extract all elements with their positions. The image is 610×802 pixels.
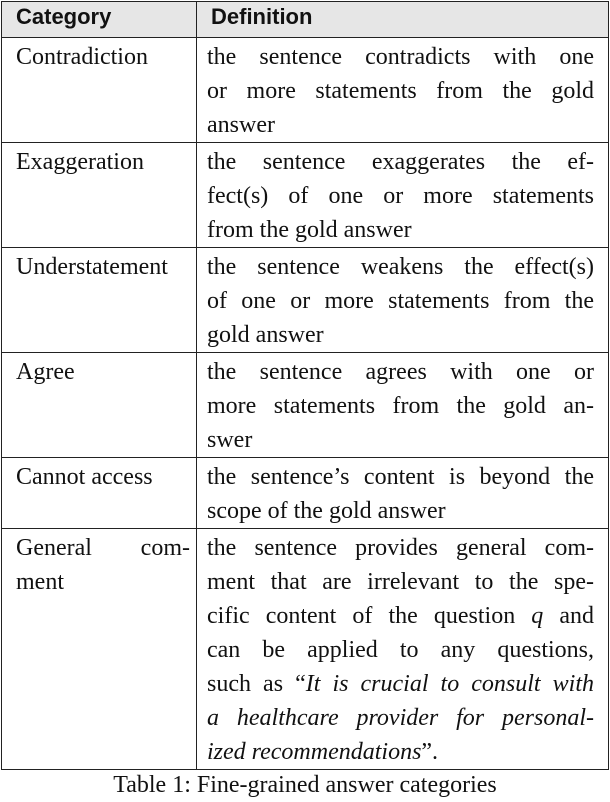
table-row	[2, 248, 609, 353]
category-label: Agree	[16, 359, 75, 385]
table-row	[2, 353, 609, 458]
definition-cell	[197, 38, 609, 143]
definition-cell	[197, 353, 609, 458]
definition-text: such as “	[207, 671, 306, 697]
category-label: Contradiction	[16, 44, 148, 70]
category-label: Exaggeration	[16, 149, 144, 175]
definition-line: ment that are irrelevant to the spe-	[207, 569, 594, 595]
definition-line: answer	[207, 112, 275, 138]
header-category: Category	[2, 2, 197, 38]
definition-line: can be applied to any questions,	[207, 637, 594, 663]
category-label: General com-	[16, 535, 190, 561]
definition-line: the sentence contradicts with one	[207, 44, 594, 70]
category-cell	[2, 248, 197, 353]
definition-line: gold answer	[207, 322, 324, 348]
table-row	[2, 529, 609, 770]
definition-line: fect(s) of one or more statements	[207, 183, 594, 209]
table-row	[2, 143, 609, 248]
definition-line: the sentence agrees with one or	[207, 359, 594, 385]
definition-line: the sentence weakens the effect(s)	[207, 254, 594, 280]
definition-text: ”.	[421, 739, 439, 765]
categories-table	[1, 1, 609, 770]
definition-text: and	[543, 603, 595, 629]
table-caption: Table 1: Fine-grained answer categories	[113, 772, 497, 798]
table-row	[2, 38, 609, 143]
category-label: Cannot access	[16, 464, 153, 490]
category-cell	[2, 353, 197, 458]
definition-line: swer	[207, 427, 253, 453]
definition-cell	[197, 529, 609, 770]
category-cell	[2, 458, 197, 529]
definition-line	[207, 667, 594, 701]
table-row	[2, 458, 609, 529]
category-cell	[2, 38, 197, 143]
example-quote: ized recommendations	[207, 739, 422, 765]
category-label: Understatement	[16, 254, 168, 280]
definition-line: the sentence’s content is beyond the	[207, 464, 594, 490]
example-quote: It is crucial to consult with	[305, 671, 594, 697]
header-definition: Definition	[197, 2, 609, 38]
definition-line: more statements from the gold an-	[207, 393, 594, 419]
category-cell	[2, 529, 197, 770]
definition-line	[207, 599, 594, 633]
category-cell	[2, 143, 197, 248]
definition-cell	[197, 143, 609, 248]
question-variable: q	[531, 603, 544, 629]
header-row	[2, 2, 609, 38]
definition-text: cific content of the question	[207, 603, 516, 629]
definition-line: from the gold answer	[207, 217, 412, 243]
definition-line: scope of the gold answer	[207, 498, 446, 524]
definition-cell	[197, 458, 609, 529]
definition-line: the sentence exaggerates the ef-	[207, 149, 594, 175]
definition-cell	[197, 248, 609, 353]
definition-line: the sentence provides general com-	[207, 535, 594, 561]
definition-line: or more statements from the gold	[207, 78, 594, 104]
category-label: ment	[16, 569, 64, 595]
definition-line	[207, 735, 594, 769]
example-quote: a healthcare provider for personal-	[207, 705, 594, 731]
definition-line: of one or more statements from the	[207, 288, 594, 314]
